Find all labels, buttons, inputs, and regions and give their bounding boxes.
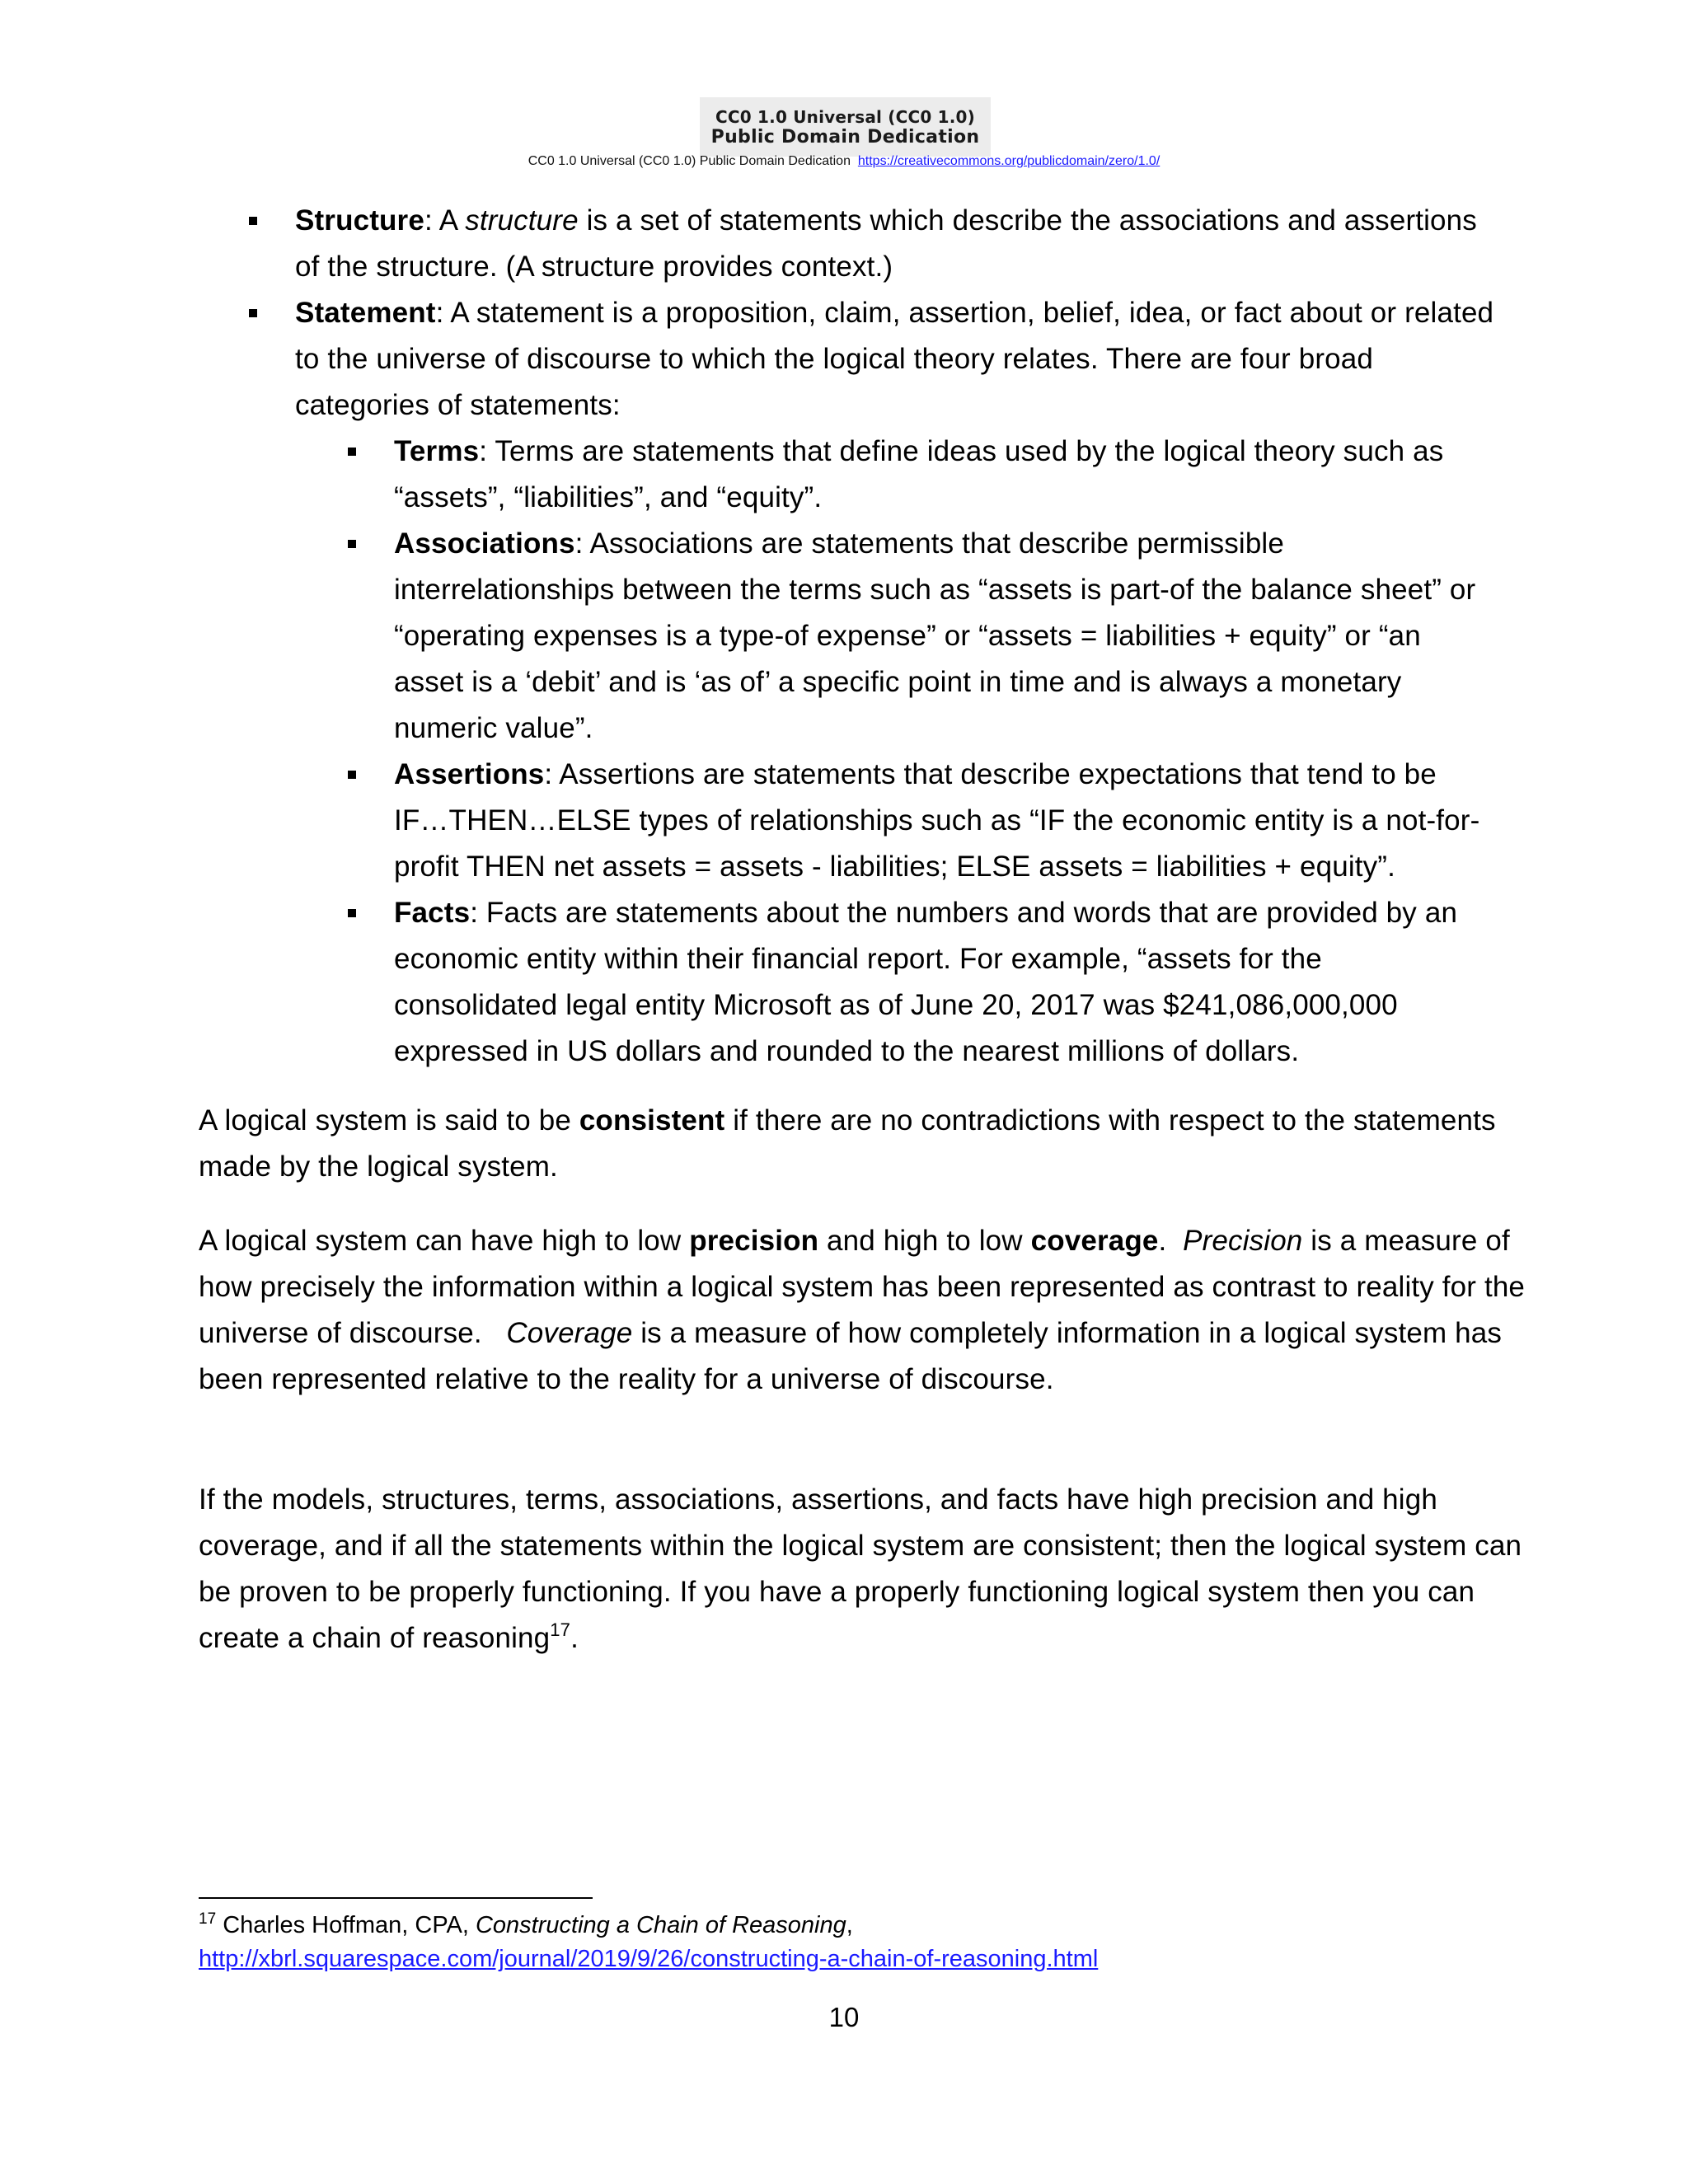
term-facts: Facts xyxy=(394,897,471,929)
license-caption-text: CC0 1.0 Universal (CC0 1.0) Public Domain Dedication xyxy=(528,154,851,168)
footnote-separator xyxy=(199,1897,593,1899)
footnote-citation: $^{17}$ Charles Hoffman, CPA, Constructing a Chain of Reasoning, xyxy=(199,1910,853,1938)
bullet-marker xyxy=(348,540,356,548)
footnote-link[interactable]: http://xbrl.squarespace.com/journal/2019/9/26/constructing-a-chain-of-reasoning.html xyxy=(199,1946,1099,1972)
footnote-ref[interactable]: 17 xyxy=(550,1619,571,1640)
term-assertions: Assertions xyxy=(394,758,545,790)
term-statement: Statement xyxy=(295,297,436,329)
term-structure: Structure xyxy=(295,204,424,237)
cc0-badge xyxy=(700,97,991,157)
bullet-statement-text: Statement: A statement is a proposition, claim, assertion, belief, idea, or fact about or related to the universe of discourse to which the logical theory relates. There are four broad categories of statements: xyxy=(295,297,1494,421)
bullet-marker xyxy=(348,771,356,779)
bullet-structure-text: Structure: A structure is a set of statements which describe the associations and assertions of the structure. (A structure provides context.) xyxy=(295,204,1477,283)
paragraph-precision-coverage: A logical system can have high to low precision and high to low coverage. Precision is a measure of how precisely the information within a logical system has been represented as contrast to reality for the universe of discourse. Coverage is a measure of how completely information in a logical system has been represented relative to the reality for a universe of discourse. xyxy=(199,1225,1533,1395)
bullet-associations-text: Associations: Associations are statements that describe permissible interrelationships between the terms such as “assets is part-of the balance sheet” or “operating expenses is a type-of expense” or “assets = liabilities + equity” or “an asset is a ‘debit’ and is ‘as of’ a specific point in time and is always a monetary numeric value”. xyxy=(394,527,1476,744)
bullet-terms-text: Terms: Terms are statements that define ideas used by the logical theory such as “assets”, “liabilities”, and “equity”. xyxy=(394,435,1444,513)
cc0-badge-line1: CC0 1.0 Universal (CC0 1.0) xyxy=(715,107,975,127)
paragraph-chain-of-reasoning: If the models, structures, terms, associations, assertions, and facts have high precision and high coverage, and if all the statements within the logical system are consistent; then the logical system can be proven to be properly functioning. If you have a properly functioning logical system then you can create a chain of reasoning$^{17}$. xyxy=(199,1483,1522,1654)
paragraph-consistent: A logical system is said to be consistent if there are no contradictions with respect to the statements made by the logical system. xyxy=(199,1104,1496,1183)
cc0-badge-line2: Public Domain Dedication xyxy=(710,127,980,148)
bullet-marker xyxy=(348,448,356,456)
footnote-title: Constructing a Chain of Reasoning xyxy=(475,1912,846,1938)
license-caption xyxy=(0,153,1688,170)
license-link[interactable]: https://creativecommons.org/publicdomain/zero/1.0/ xyxy=(857,154,1160,168)
bullet-marker xyxy=(249,217,257,225)
footnote xyxy=(199,1909,1600,1976)
bullet-marker xyxy=(348,909,356,917)
footnote-number: 17 xyxy=(199,1910,217,1928)
keyword-precision: precision xyxy=(689,1225,819,1257)
term-associations: Associations xyxy=(394,527,575,560)
page-number: 10 xyxy=(828,2002,860,2032)
term-terms: Terms xyxy=(394,435,480,467)
keyword-consistent: consistent xyxy=(579,1104,725,1137)
keyword-coverage: coverage xyxy=(1030,1225,1159,1257)
bullet-facts-text: Facts: Facts are statements about the numbers and words that are provided by an economic entity within their financial report. For example, “assets for the consolidated legal entity Microsoft as of June 20, 2017 was $241,086,000,000 expressed in US dollars and rounded to the nearest millions of dollars. xyxy=(394,897,1458,1067)
bullet-marker xyxy=(249,309,257,317)
bullet-assertions-text: Assertions: Assertions are statements that describe expectations that tend to be IF…THEN…ELSE types of relationships such as “IF the economic entity is a not-for-profit THEN net assets = assets - liabilities; ELSE assets = liabilities + equity”. xyxy=(394,758,1480,883)
